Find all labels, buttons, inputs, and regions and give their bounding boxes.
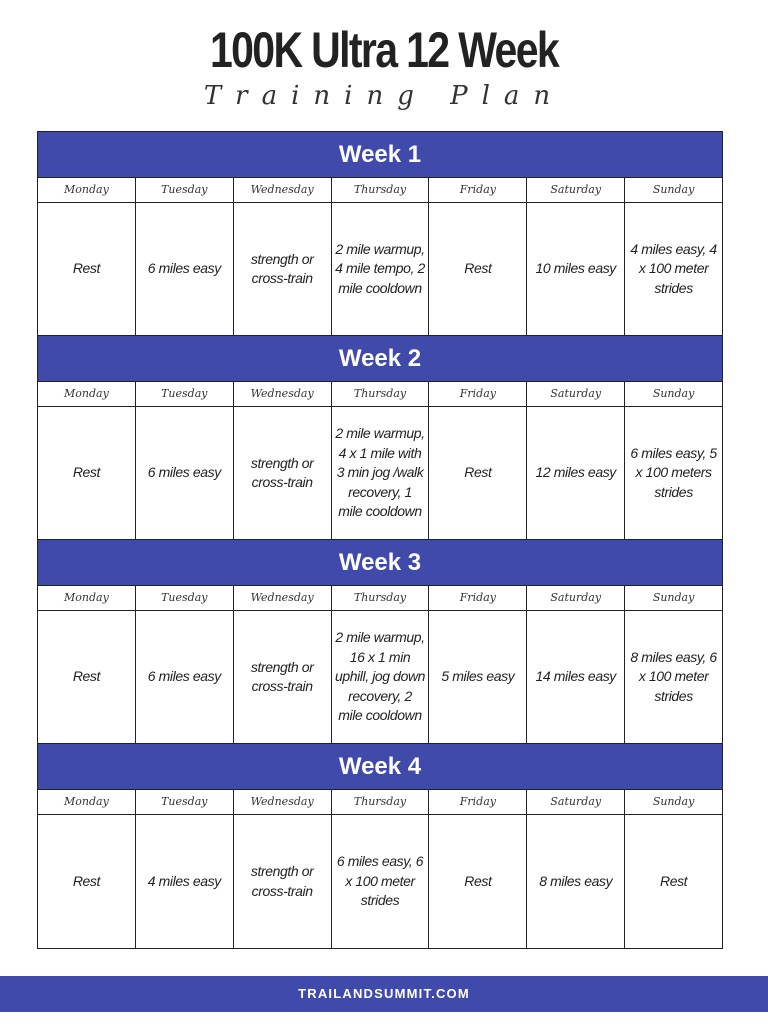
day-name-tuesday: Tuesday — [136, 586, 234, 610]
page-title: 100K Ultra 12 Week — [209, 22, 559, 78]
day-name-sunday: Sunday — [652, 387, 695, 400]
week-block — [38, 540, 722, 744]
day-name-sunday: Sunday — [652, 183, 695, 196]
workout-friday: 5 miles easy — [429, 611, 527, 743]
day-name-thursday: Thursday — [332, 790, 430, 814]
workout-tuesday: 6 miles easy — [136, 611, 234, 743]
workout-saturday: 10 miles easy — [527, 203, 625, 335]
week-block — [38, 336, 722, 540]
workout-monday: Rest — [38, 611, 136, 743]
day-name-saturday: Saturday — [527, 382, 625, 406]
workout-thursday: 6 miles easy, 6 x 100 meter strides — [332, 815, 430, 948]
day-name-monday: Monday — [38, 790, 136, 814]
day-name-sunday: Sunday — [652, 795, 695, 808]
week-block — [38, 744, 722, 948]
day-name-friday: Friday — [429, 790, 527, 814]
day-name-monday: Monday — [38, 178, 136, 202]
workout-wednesday: strength or cross-train — [234, 407, 332, 539]
workout-friday: Rest — [429, 203, 527, 335]
day-name-monday: Monday — [38, 382, 136, 406]
day-name-saturday: Saturday — [527, 586, 625, 610]
day-name-sunday: Sunday — [652, 591, 695, 604]
footer-website: TRAILANDSUMMIT.COM — [0, 976, 768, 1012]
day-header-row — [38, 178, 722, 203]
workout-wednesday: strength or cross-train — [234, 611, 332, 743]
week-header: Week 1 — [38, 132, 722, 178]
day-name-tuesday: Tuesday — [136, 382, 234, 406]
day-name-wednesday: Wednesday — [234, 382, 332, 406]
workout-sunday: 4 miles easy, 4 x 100 meter strides — [630, 240, 717, 296]
day-name-thursday: Thursday — [332, 586, 430, 610]
day-name-tuesday: Tuesday — [136, 178, 234, 202]
workout-thursday: 2 mile warmup, 4 x 1 mile with 3 min jog /walk recovery, 1 mile cooldown — [332, 407, 430, 539]
day-name-thursday: Thursday — [332, 178, 430, 202]
day-header-row — [38, 382, 722, 407]
day-name-wednesday: Wednesday — [234, 586, 332, 610]
training-plan-table — [37, 131, 723, 949]
workout-saturday: 14 miles easy — [527, 611, 625, 743]
workout-wednesday: strength or cross-train — [234, 815, 332, 948]
week-header: Week 4 — [38, 744, 722, 790]
workout-sunday: Rest — [659, 872, 688, 889]
day-name-monday: Monday — [38, 586, 136, 610]
workout-row — [38, 407, 722, 540]
day-header-row — [38, 586, 722, 611]
workout-wednesday: strength or cross-train — [234, 203, 332, 335]
workout-monday: Rest — [38, 203, 136, 335]
workout-saturday: 12 miles easy — [527, 407, 625, 539]
day-name-friday: Friday — [429, 382, 527, 406]
day-name-wednesday: Wednesday — [234, 178, 332, 202]
week-header: Week 3 — [38, 540, 722, 586]
workout-friday: Rest — [429, 815, 527, 948]
workout-monday: Rest — [38, 407, 136, 539]
workout-monday: Rest — [38, 815, 136, 948]
workout-tuesday: 6 miles easy — [136, 203, 234, 335]
day-header-row — [38, 790, 722, 815]
week-block — [38, 132, 722, 336]
day-name-tuesday: Tuesday — [136, 790, 234, 814]
workout-saturday: 8 miles easy — [527, 815, 625, 948]
page-subtitle: Training Plan — [203, 81, 565, 111]
day-name-saturday: Saturday — [527, 178, 625, 202]
day-name-friday: Friday — [429, 178, 527, 202]
workout-row — [38, 203, 722, 336]
week-header: Week 2 — [38, 336, 722, 382]
day-name-thursday: Thursday — [332, 382, 430, 406]
workout-thursday: 2 mile warmup, 4 mile tempo, 2 mile cooldown — [332, 203, 430, 335]
day-name-wednesday: Wednesday — [234, 790, 332, 814]
day-name-friday: Friday — [429, 586, 527, 610]
workout-thursday: 2 mile warmup, 16 x 1 min uphill, jog down recovery, 2 mile cooldown — [332, 611, 430, 743]
workout-tuesday: 4 miles easy — [136, 815, 234, 948]
workout-tuesday: 6 miles easy — [136, 407, 234, 539]
day-name-saturday: Saturday — [527, 790, 625, 814]
workout-row — [38, 611, 722, 744]
workout-sunday: 6 miles easy, 5 x 100 meters strides — [630, 444, 717, 500]
workout-sunday: 8 miles easy, 6 x 100 meter strides — [630, 648, 717, 704]
workout-friday: Rest — [429, 407, 527, 539]
workout-row — [38, 815, 722, 948]
